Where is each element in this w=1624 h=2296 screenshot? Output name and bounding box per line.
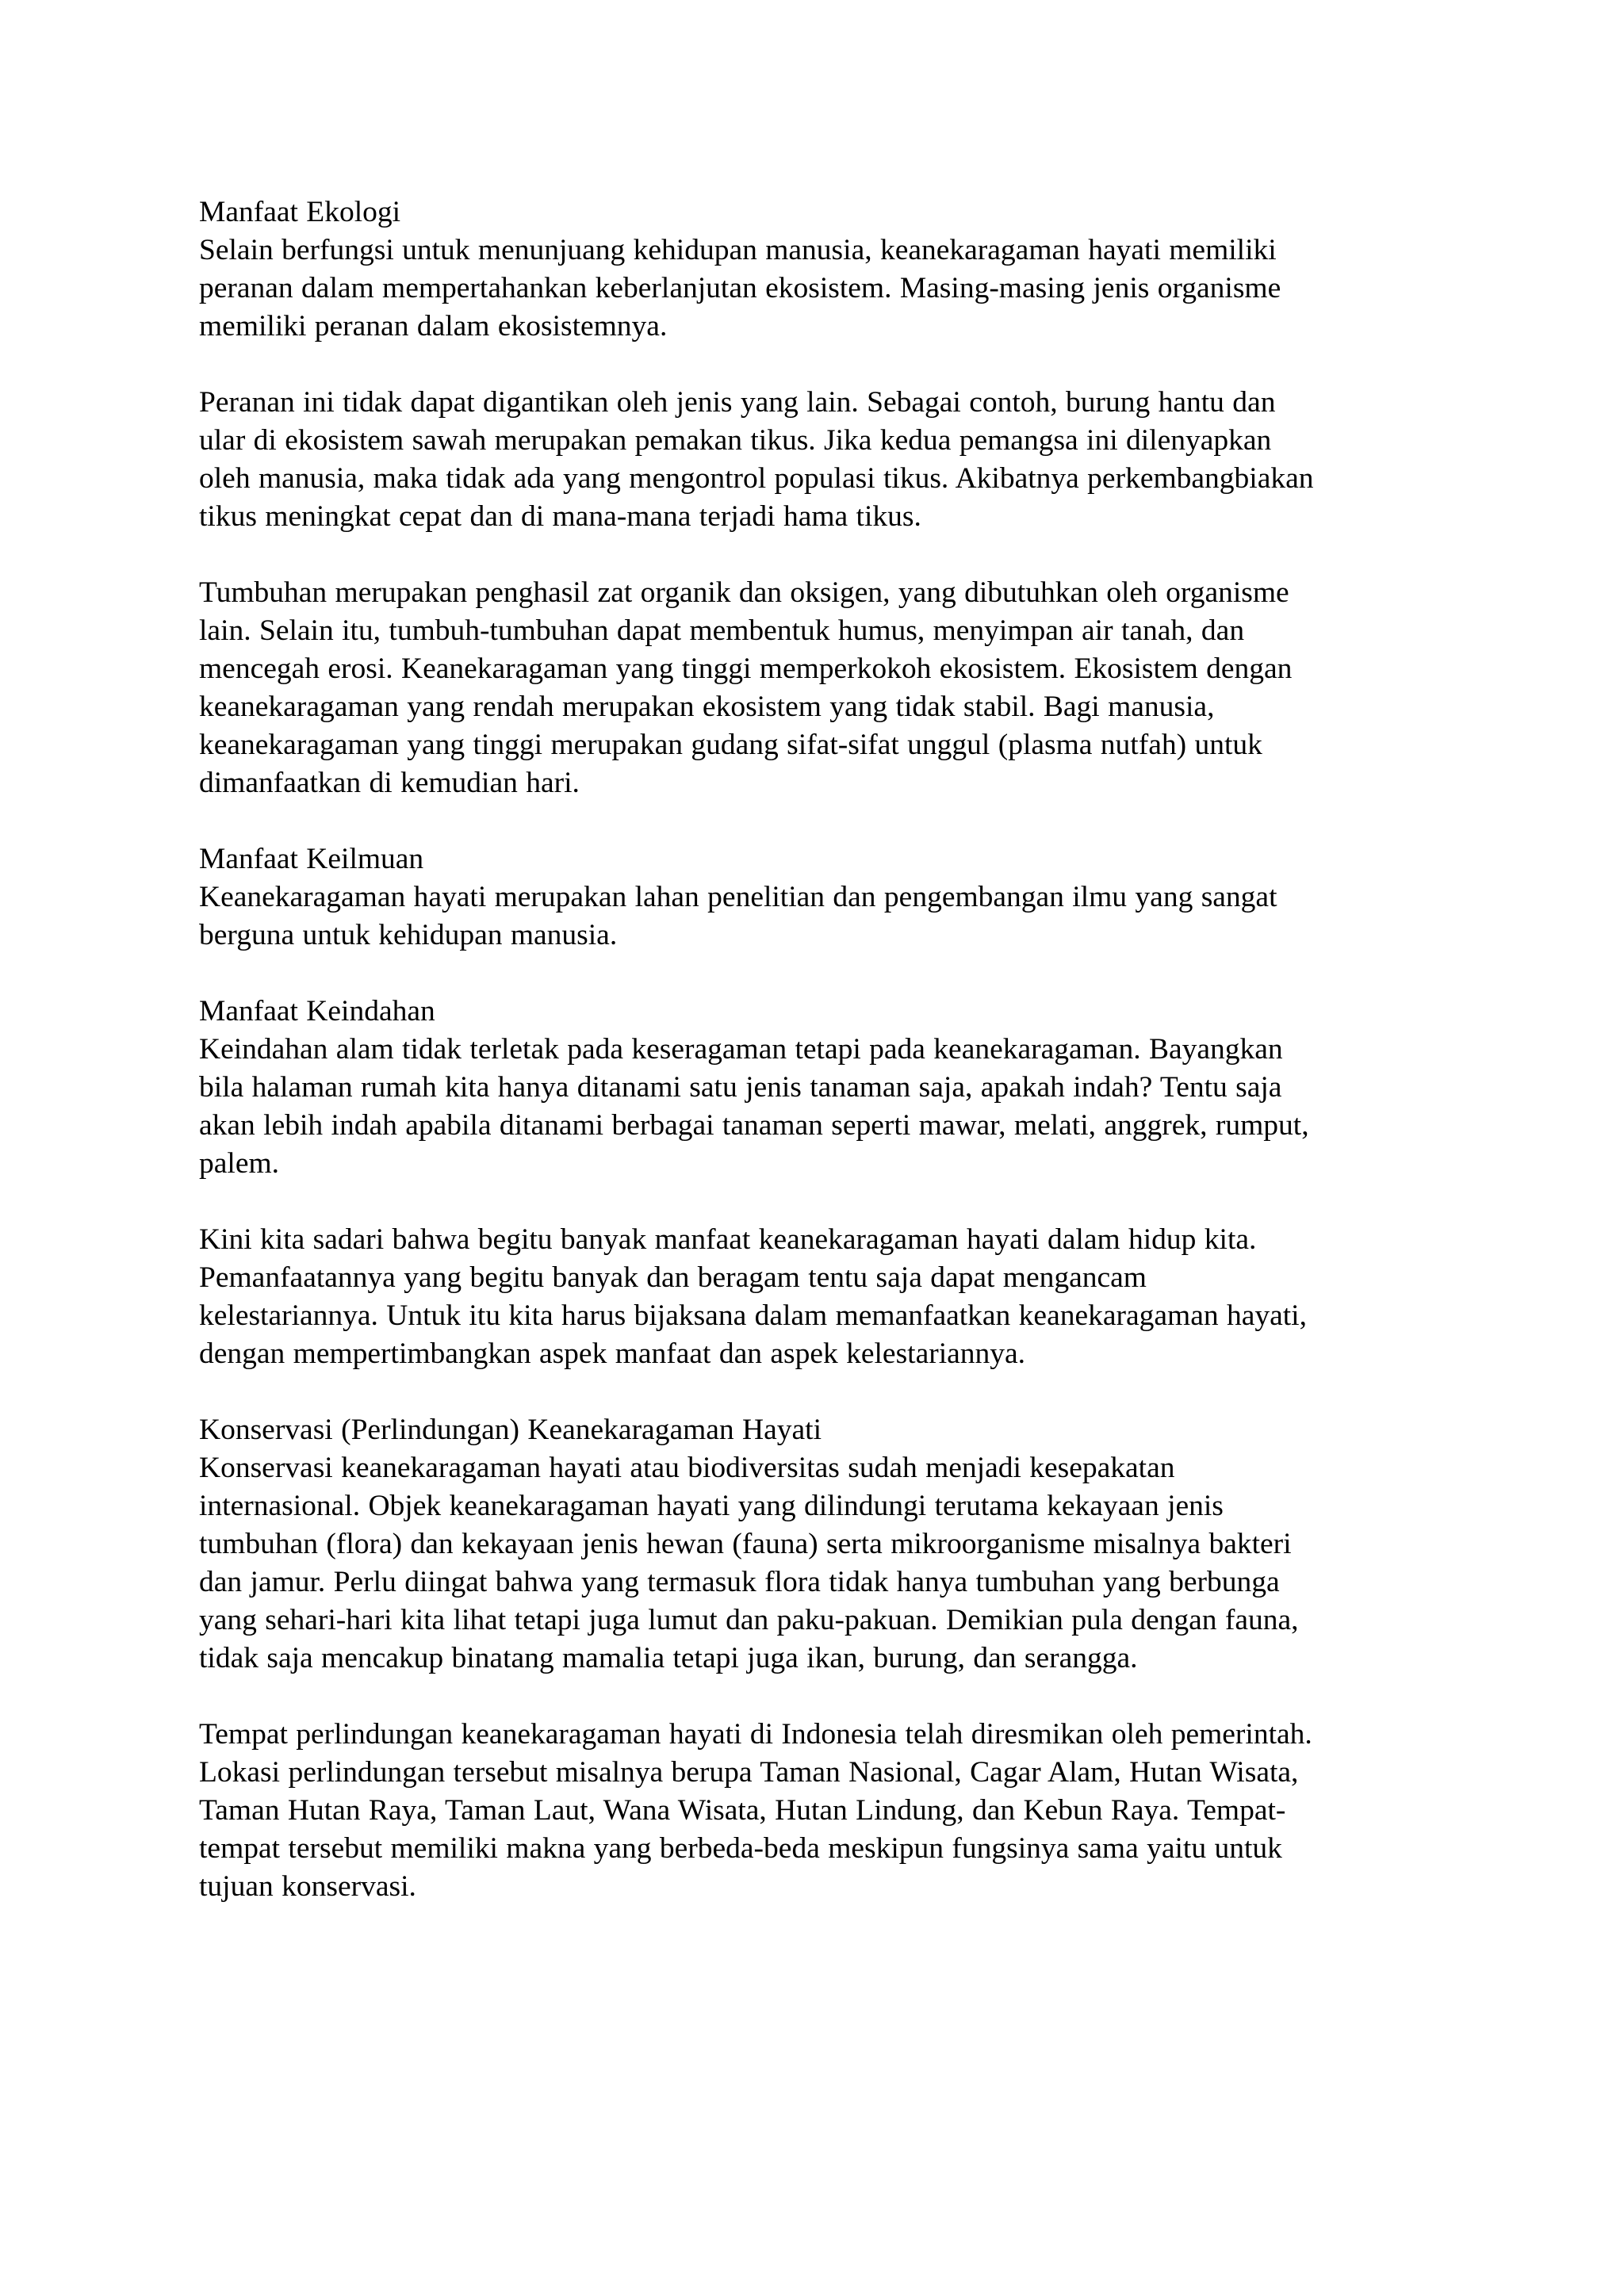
text-line: kelestariannya. Untuk itu kita harus bijaksana dalam memanfaatkan keanekaragaman hayati, xyxy=(199,1299,1307,1332)
text-line: Taman Hutan Raya, Taman Laut, Wana Wisata, Hutan Lindung, dan Kebun Raya. Tempat- xyxy=(199,1794,1286,1827)
text-line: oleh manusia, maka tidak ada yang mengontrol populasi tikus. Akibatnya perkembangbiakan xyxy=(199,462,1314,495)
text-line: Peranan ini tidak dapat digantikan oleh jenis yang lain. Sebagai contoh, burung hantu dan xyxy=(199,386,1276,419)
paragraph-kini-kita-sadari xyxy=(199,1221,1436,1373)
text-line: akan lebih indah apabila ditanami berbagai tanaman seperti mawar, melati, anggrek, rumput, xyxy=(199,1109,1309,1142)
text-line: lain. Selain itu, tumbuh-tumbuhan dapat membentuk humus, menyimpan air tanah, dan xyxy=(199,614,1245,647)
text-line: Keanekaragaman hayati merupakan lahan penelitian dan pengembangan ilmu yang sangat xyxy=(199,881,1277,913)
text-line: tempat tersebut memiliki makna yang berbeda-beda meskipun fungsinya sama yaitu untuk xyxy=(199,1832,1282,1865)
heading-manfaat-keilmuan xyxy=(199,840,1436,878)
text-line: Konservasi keanekaragaman hayati atau biodiversitas sudah menjadi kesepakatan xyxy=(199,1452,1175,1484)
paragraph-peranan xyxy=(199,384,1436,536)
heading-manfaat-ekologi xyxy=(199,193,1436,232)
text-line: palem. xyxy=(199,1147,280,1180)
text-line: mencegah erosi. Keanekaragaman yang tinggi memperkokoh ekosistem. Ekosistem dengan xyxy=(199,652,1293,685)
document-body xyxy=(199,193,1436,1906)
text-line: dengan mempertimbangkan aspek manfaat dan aspek kelestariannya. xyxy=(199,1337,1026,1370)
text-line: ular di ekosistem sawah merupakan pemakan tikus. Jika kedua pemangsa ini dilenyapkan xyxy=(199,424,1272,457)
paragraph-spacer xyxy=(199,346,1436,384)
heading-text: Manfaat Keindahan xyxy=(199,995,435,1027)
text-line: tumbuhan (flora) dan kekayaan jenis hewan (fauna) serta mikroorganisme misalnya bakteri xyxy=(199,1528,1292,1560)
heading-text: Manfaat Ekologi xyxy=(199,196,401,228)
text-line: berguna untuk kehidupan manusia. xyxy=(199,919,618,951)
text-line: Lokasi perlindungan tersebut misalnya berupa Taman Nasional, Cagar Alam, Hutan Wisata, xyxy=(199,1756,1299,1789)
text-line: yang sehari-hari kita lihat tetapi juga lumut dan paku-pakuan. Demikian pula dengan fauna, xyxy=(199,1604,1299,1636)
paragraph-spacer xyxy=(199,802,1436,840)
paragraph-ekologi-intro xyxy=(199,232,1436,346)
text-line: tidak saja mencakup binatang mamalia tetapi juga ikan, burung, dan serangga. xyxy=(199,1642,1138,1674)
text-line: tujuan konservasi. xyxy=(199,1870,416,1903)
text-line: memiliki peranan dalam ekosistemnya. xyxy=(199,310,668,342)
heading-konservasi xyxy=(199,1411,1436,1449)
heading-manfaat-keindahan xyxy=(199,993,1436,1031)
text-line: peranan dalam mempertahankan keberlanjutan ekosistem. Masing-masing jenis organisme xyxy=(199,272,1281,304)
paragraph-tumbuhan xyxy=(199,574,1436,802)
text-line: dan jamur. Perlu diingat bahwa yang termasuk flora tidak hanya tumbuhan yang berbunga xyxy=(199,1566,1280,1598)
text-line: Pemanfaatannya yang begitu banyak dan beragam tentu saja dapat mengancam xyxy=(199,1261,1147,1294)
paragraph-spacer xyxy=(199,1183,1436,1221)
paragraph-spacer xyxy=(199,955,1436,993)
text-line: Tempat perlindungan keanekaragaman hayati di Indonesia telah diresmikan oleh pemerintah. xyxy=(199,1718,1312,1751)
text-line: tikus meningkat cepat dan di mana-mana terjadi hama tikus. xyxy=(199,500,921,533)
text-line: keanekaragaman yang tinggi merupakan gudang sifat-sifat unggul (plasma nutfah) untuk xyxy=(199,729,1262,761)
text-line: dimanfaatkan di kemudian hari. xyxy=(199,767,580,799)
heading-text: Konservasi (Perlindungan) Keanekaragaman Hayati xyxy=(199,1414,822,1446)
text-line: Selain berfungsi untuk menunjuang kehidupan manusia, keanekaragaman hayati memiliki xyxy=(199,234,1277,266)
heading-text: Manfaat Keilmuan xyxy=(199,843,424,875)
paragraph-konservasi xyxy=(199,1449,1436,1678)
paragraph-keindahan xyxy=(199,1031,1436,1183)
text-line: internasional. Objek keanekaragaman hayati yang dilindungi terutama kekayaan jenis xyxy=(199,1490,1224,1522)
paragraph-spacer xyxy=(199,1373,1436,1411)
text-line: bila halaman rumah kita hanya ditanami satu jenis tanaman saja, apakah indah? Tentu saja xyxy=(199,1071,1282,1104)
paragraph-tempat-perlindungan xyxy=(199,1716,1436,1906)
text-line: Keindahan alam tidak terletak pada keseragaman tetapi pada keanekaragaman. Bayangkan xyxy=(199,1033,1283,1066)
paragraph-spacer xyxy=(199,536,1436,574)
paragraph-keilmuan xyxy=(199,878,1436,955)
text-line: Kini kita sadari bahwa begitu banyak manfaat keanekaragaman hayati dalam hidup kita. xyxy=(199,1223,1257,1256)
paragraph-spacer xyxy=(199,1678,1436,1716)
text-line: keanekaragaman yang rendah merupakan ekosistem yang tidak stabil. Bagi manusia, xyxy=(199,691,1215,723)
text-line: Tumbuhan merupakan penghasil zat organik dan oksigen, yang dibutuhkan oleh organisme xyxy=(199,576,1289,609)
